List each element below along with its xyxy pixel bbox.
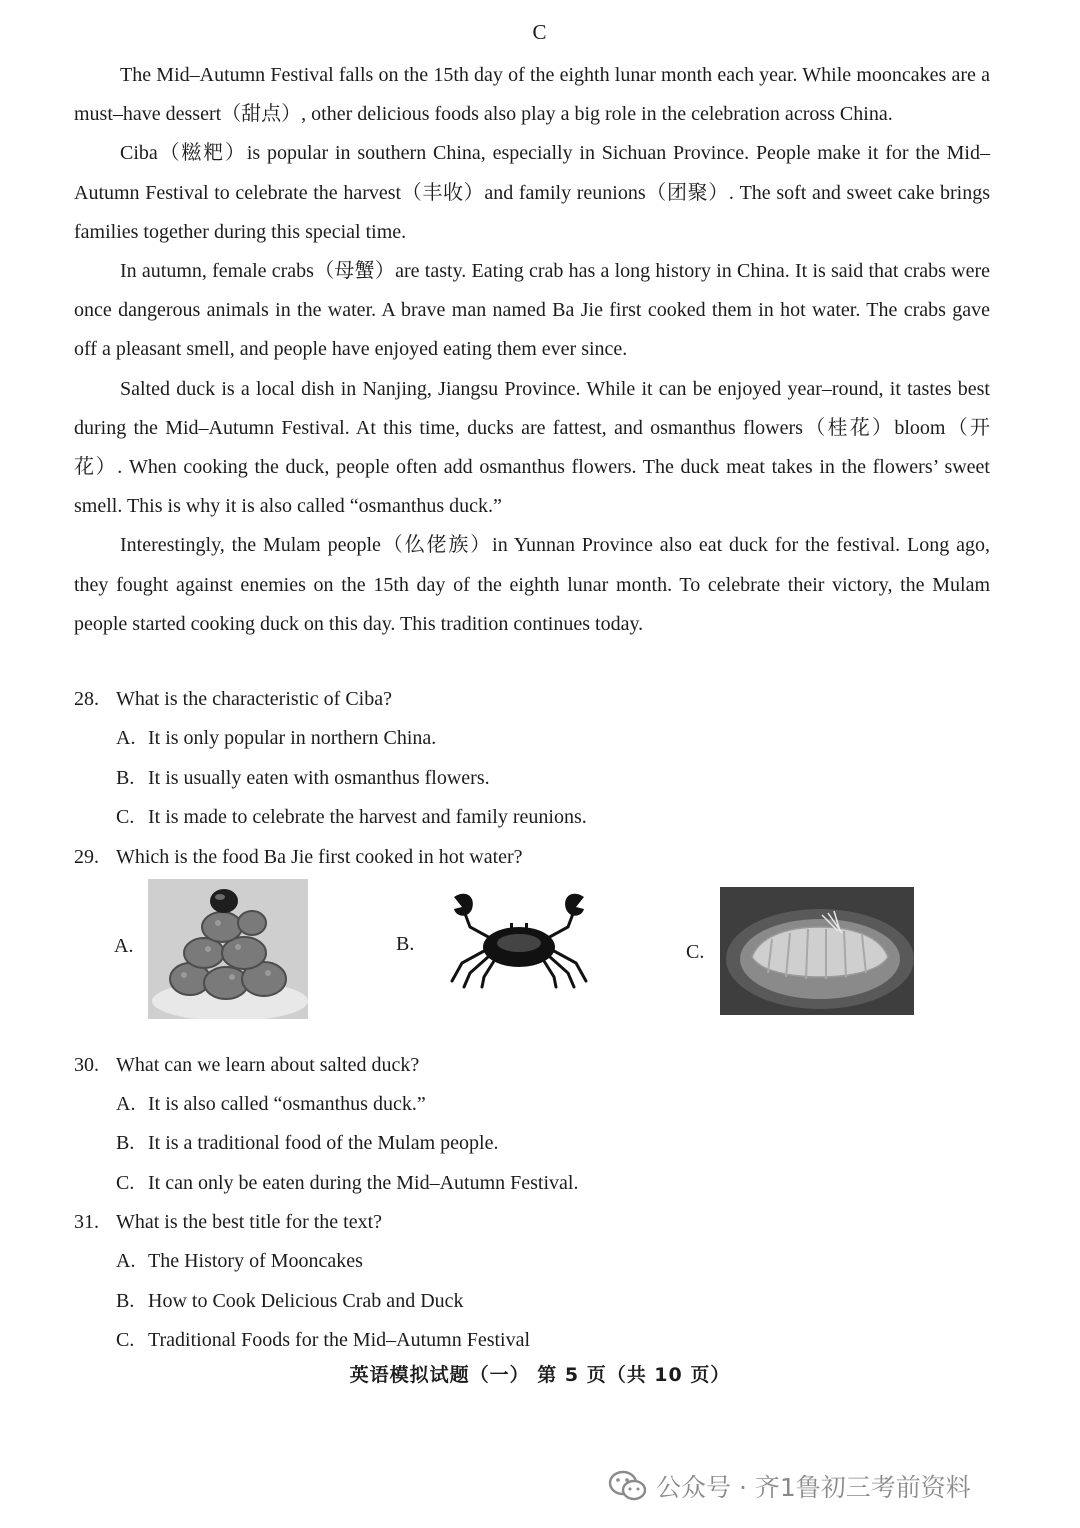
ciba-image xyxy=(148,879,308,1019)
question-28 xyxy=(74,680,990,838)
question-text: Which is the food Ba Jie first cooked in hot water? xyxy=(116,845,523,868)
option-a[interactable] xyxy=(114,879,314,1029)
option-text: It can only be eaten during the Mid–Autumn Festival. xyxy=(148,1171,579,1194)
option-a[interactable] xyxy=(74,1085,990,1125)
option-c[interactable] xyxy=(74,1164,990,1204)
option-b[interactable] xyxy=(74,759,990,799)
question-number: 29. xyxy=(74,845,99,868)
option-letter: A. xyxy=(116,1250,136,1272)
section-heading: C xyxy=(532,20,548,44)
option-text: It is only popular in northern China. xyxy=(148,727,437,749)
passage-paragraph: Ciba（糍粑）is popular in southern China, especially in Sichuan Province. People make it for the Mid–Autumn Festival to celebrate the harvest（丰收）and family reunions（团聚）. The soft and sweet cake brings families together during this special time. xyxy=(74,142,990,243)
question-list xyxy=(74,680,990,1361)
passage-paragraph: The Mid–Autumn Festival falls on the 15th day of the eighth lunar month each year. While mooncakes are a must–have dessert（甜点）, other delicious foods also play a big role in the celebration across China. xyxy=(74,64,990,126)
option-a[interactable] xyxy=(74,719,990,759)
option-letter: B. xyxy=(396,932,415,955)
question-stem xyxy=(74,838,990,877)
option-b[interactable] xyxy=(74,1124,990,1164)
option-c[interactable] xyxy=(74,1321,990,1361)
crab-icon xyxy=(444,889,594,989)
page-footer: 英语模拟试题（一） 第 5 页（共 10 页） xyxy=(349,1364,731,1386)
option-letter: C. xyxy=(116,806,135,828)
ciba-photo xyxy=(148,879,308,1019)
question-stem xyxy=(74,680,990,719)
option-letter: C. xyxy=(116,1171,135,1194)
option-text: Traditional Foods for the Mid–Autumn Festival xyxy=(148,1329,531,1351)
passage-paragraph: Salted duck is a local dish in Nanjing, Jiangsu Province. While it can be enjoyed year–round, it tastes best during the Mid–Autumn Festival. At this time, ducks are fattest, and osmanthus flowers（桂花）bloom（开花）. When cooking the duck, people often add osmanthus flowers. The duck meat takes in the flowers’ sweet smell. This is why it is also called “osmanthus duck.” xyxy=(74,377,990,518)
crab-drawing xyxy=(444,889,594,989)
question-stem xyxy=(74,1203,990,1242)
option-c[interactable] xyxy=(686,879,916,1029)
passage-paragraph: In autumn, female crabs（母蟹）are tasty. Eating crab has a long history in China. It is said that crabs were once dangerous animals in the water. A brave man named Ba Jie first cooked them in hot water. The crabs gave off a pleasant smell, and people have enjoyed eating them ever since. xyxy=(74,260,990,361)
question-text: What is the characteristic of Ciba? xyxy=(116,688,392,710)
question-number: 28. xyxy=(74,688,99,710)
option-letter: B. xyxy=(116,1132,135,1154)
salted-duck-photo xyxy=(720,887,914,1015)
wechat-icon xyxy=(608,1470,648,1502)
option-a[interactable] xyxy=(74,1242,990,1282)
option-c[interactable] xyxy=(74,798,990,838)
option-b[interactable] xyxy=(396,879,616,1029)
option-text: It is made to celebrate the harvest and family reunions. xyxy=(148,806,587,828)
option-letter: A. xyxy=(114,934,134,957)
option-letter: A. xyxy=(116,727,136,749)
question-stem xyxy=(74,1046,990,1085)
question-30 xyxy=(74,1046,990,1204)
option-text: It is a traditional food of the Mulam people. xyxy=(148,1132,499,1154)
option-b[interactable] xyxy=(74,1282,990,1322)
passage-paragraph: Interestingly, the Mulam people（仫佬族）in Yunnan Province also eat duck for the festival. Long ago, they fought against enemies on the 15th day of the eighth lunar month. To celebrate their victory, the Mulam people started cooking duck on this day. This tradition continues today. xyxy=(74,534,990,635)
option-letter: B. xyxy=(116,1289,135,1312)
reading-passage xyxy=(74,56,990,644)
question-number: 31. xyxy=(74,1211,99,1233)
option-text: The History of Mooncakes xyxy=(148,1250,363,1272)
watermark xyxy=(608,1466,1058,1506)
question-text: What is the best title for the text? xyxy=(116,1211,383,1233)
picture-options xyxy=(74,879,990,1034)
option-letter: C. xyxy=(116,1329,135,1351)
question-text: What can we learn about salted duck? xyxy=(116,1053,420,1076)
option-text: It is usually eaten with osmanthus flowers. xyxy=(148,766,490,789)
question-31 xyxy=(74,1203,990,1361)
question-29 xyxy=(74,838,990,1034)
question-number: 30. xyxy=(74,1053,99,1076)
salted-duck-image xyxy=(720,887,914,1015)
option-letter: B. xyxy=(116,766,135,789)
option-text: It is also called “osmanthus duck.” xyxy=(148,1092,426,1115)
option-text: How to Cook Delicious Crab and Duck xyxy=(148,1289,464,1312)
watermark-text: 公众号 · 齐1鲁初三考前资料 xyxy=(656,1473,971,1502)
option-letter: A. xyxy=(116,1092,136,1115)
option-letter: C. xyxy=(686,940,705,963)
